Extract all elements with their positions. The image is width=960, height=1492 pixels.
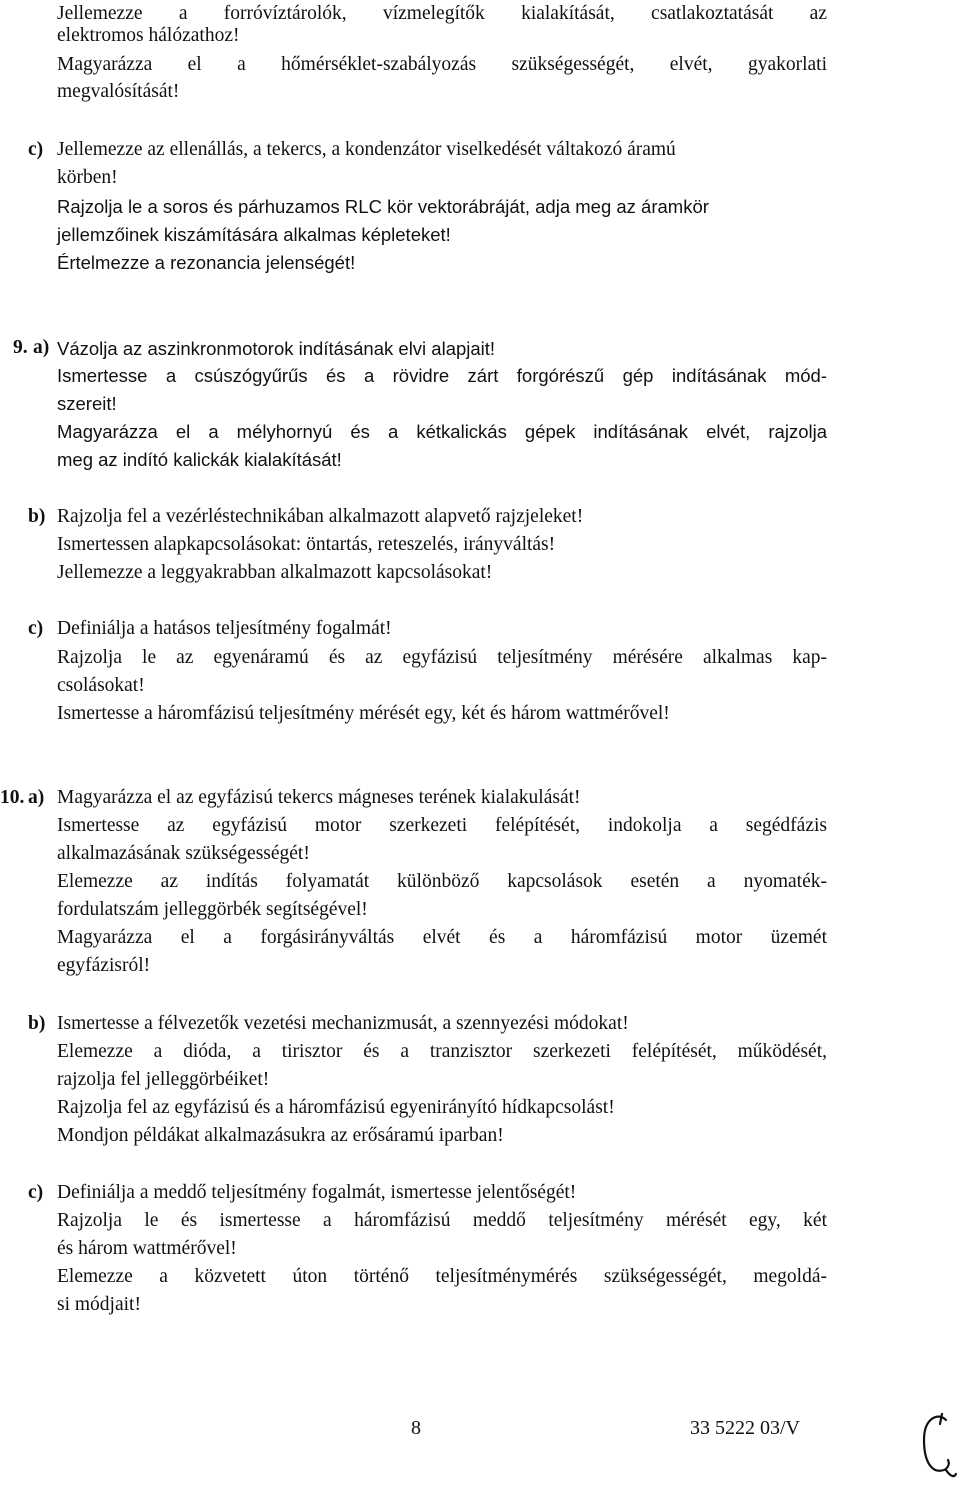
text-line: Ismertessen alapkapcsolásokat: öntartás, reteszelés, irányváltás! xyxy=(57,534,556,555)
text-line: és három wattmérővel! xyxy=(57,1238,237,1259)
text-line: Mondjon példákat alkalmazásukra az erősáramú iparban! xyxy=(57,1125,504,1146)
item-label-b: b) xyxy=(28,506,46,527)
text-line: Ismertesse a háromfázisú teljesítmény mérését egy, két és három wattmérővel! xyxy=(57,703,670,724)
text-line: Rajzolja le és ismertesse a háromfázisú meddő teljesítmény mérését egy, két xyxy=(57,1210,827,1231)
text-line: fordulatszám jelleggörbék segítségével! xyxy=(57,899,368,920)
text-line: alkalmazásának szükségességét! xyxy=(57,843,310,864)
text-line: csolásokat! xyxy=(57,675,145,696)
item-label-b: b) xyxy=(28,1013,46,1034)
item-label-a: a) xyxy=(33,337,50,358)
text-line: Elemezze a közvetett úton történő teljesítménymérés szükségességét, megoldá- xyxy=(57,1266,827,1287)
text-line: Jellemezze a forróvíztárolók, vízmelegítők kialakítását, csatlakoztatását az xyxy=(57,3,827,24)
text-line: Magyarázza el a forgásirányváltás elvét és a háromfázisú motor üzemét xyxy=(57,927,827,948)
page-number: 8 xyxy=(411,1417,421,1439)
text-line: meg az indító kalickák kialakítását! xyxy=(57,449,342,470)
item-label-a: a) xyxy=(28,787,45,808)
text-line: Ismertesse a csúszógyűrűs és a rövidre zárt forgórészű gép indításának mód- xyxy=(57,365,827,386)
text-line: Vázolja az aszinkronmotorok indításának elvi alapjait! xyxy=(57,338,496,359)
document-code: 33 5222 03/V xyxy=(690,1417,800,1439)
item-label-c: c) xyxy=(28,139,44,160)
text-line: egyfázisról! xyxy=(57,955,151,976)
text-line: Rajzolja fel a vezérléstechnikában alkalmazott alapvető rajzjeleket! xyxy=(57,506,584,527)
text-line: Rajzolja fel az egyfázisú és a háromfázisú egyenirányító hídkapcsolást! xyxy=(57,1097,615,1118)
text-line: Jellemezze az ellenállás, a tekercs, a kondenzátor viselkedését váltakozó áramú xyxy=(57,139,676,160)
text-line: jellemzőinek kiszámítására alkalmas képleteket! xyxy=(57,224,451,245)
handwritten-initial-icon xyxy=(918,1410,958,1482)
text-line: Elemezze az indítás folyamatát különböző kapcsolások esetén a nyomaték- xyxy=(57,871,827,892)
text-line: elektromos hálózathoz! xyxy=(57,25,240,46)
text-line: Rajzolja le az egyenáramú és az egyfázisú teljesítmény mérésére alkalmas kap- xyxy=(57,647,827,668)
text-line: Definiálja a meddő teljesítmény fogalmát, ismertesse jelentőségét! xyxy=(57,1182,577,1203)
item-label-c: c) xyxy=(28,1182,44,1203)
text-line: szereit! xyxy=(57,393,117,414)
section-number: 9. xyxy=(13,337,28,358)
text-line: Rajzolja le a soros és párhuzamos RLC kör vektorábráját, adja meg az áramkör xyxy=(57,196,709,217)
text-line: Elemezze a dióda, a tirisztor és a tranzisztor szerkezeti felépítését, működését, xyxy=(57,1041,827,1062)
text-line: rajzolja fel jelleggörbéiket! xyxy=(57,1069,270,1090)
text-line: megvalósítását! xyxy=(57,81,180,102)
text-line: Ismertesse a félvezetők vezetési mechanizmusát, a szennyezési módokat! xyxy=(57,1013,629,1034)
text-line: Magyarázza el a hőmérséklet-szabályozás szükségességét, elvét, gyakorlati xyxy=(57,54,827,75)
item-label-c: c) xyxy=(28,618,44,639)
text-line: Magyarázza el a mélyhornyú és a kétkalickás gépek indításának elvét, rajzolja xyxy=(57,421,827,442)
text-line: Magyarázza el az egyfázisú tekercs mágneses terének kialakulását! xyxy=(57,787,581,808)
text-line: Értelmezze a rezonancia jelenségét! xyxy=(57,252,356,273)
text-line: Definiálja a hatásos teljesítmény fogalmát! xyxy=(57,618,392,639)
text-line: Jellemezze a leggyakrabban alkalmazott kapcsolásokat! xyxy=(57,562,493,583)
text-line: si módjait! xyxy=(57,1294,141,1315)
section-number: 10. xyxy=(0,787,25,808)
text-line: körben! xyxy=(57,167,118,188)
text-line: Ismertesse az egyfázisú motor szerkezeti felépítését, indokolja a segédfázis xyxy=(57,815,827,836)
